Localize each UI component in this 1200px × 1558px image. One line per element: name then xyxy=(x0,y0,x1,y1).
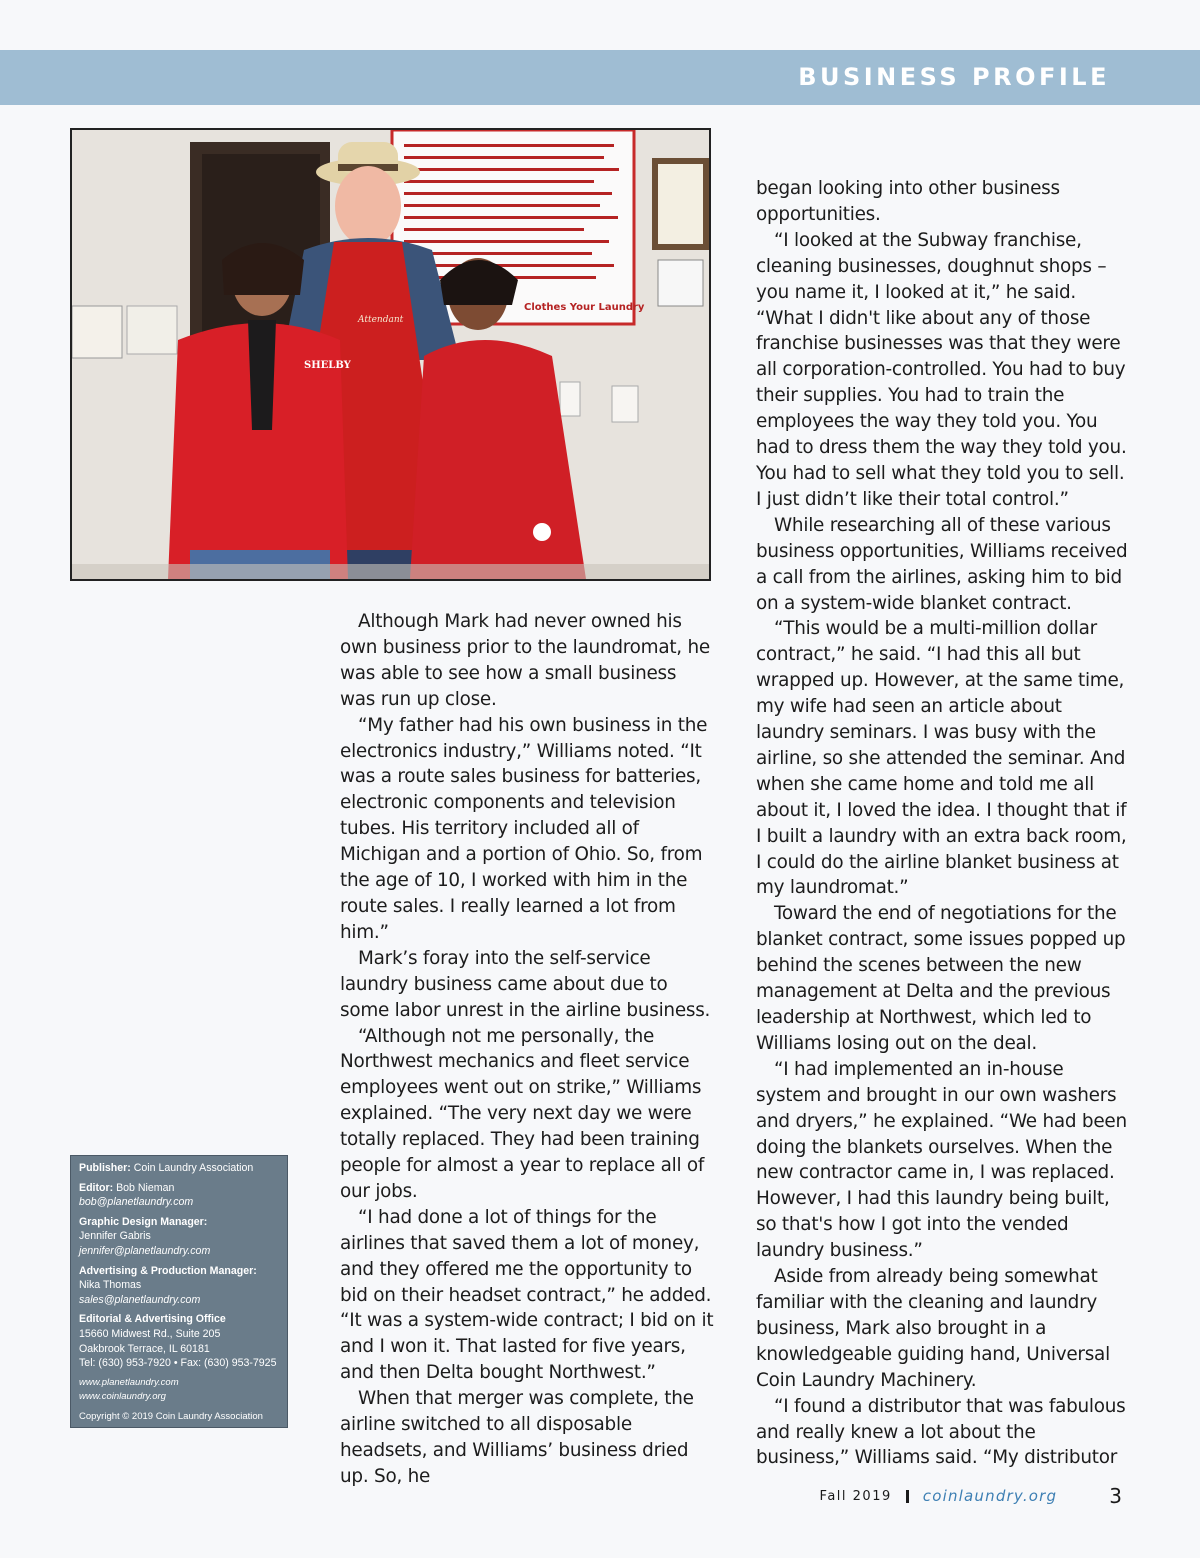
editor-label: Editor: xyxy=(79,1181,114,1194)
paragraph: Toward the end of negotiations for the blanket contract, some issues popped up behind the scenes between the new management at Delta and the previous leadership at Northwest, which led to Williams losing out on the deal. xyxy=(756,903,1126,1054)
paragraph: “I looked at the Subway franchise, cleaning businesses, doughnut shops – you name it, I looked at it,” he said. “What I didn't like about any of those franchise businesses was that they were all corporation-controlled. You had to buy their supplies. You had to train the employees the way they told you. You had to dress them the way they told you. You had to sell what they told you to sell. I just didn’t like their total control.” xyxy=(756,229,1127,510)
paragraph: “This would be a multi-million dollar contract,” he said. “I had this all but wrapped up. However, at the same time, my wife had seen an article about laundry seminars. I was busy with the airline, so she attended the seminar. And when she came home and told me all about it, I loved the idea. I thought that if I built a laundry with an extra back room, I could do the airline blanket business at my laundromat.” xyxy=(756,618,1127,899)
paragraph: Aside from already being somewhat familiar with the cleaning and laundry business, Mark also brought in a knowledgeable guiding hand, Universal Coin Laundry Machinery. xyxy=(756,1266,1110,1391)
ad-email[interactable]: sales@planetlaundry.com xyxy=(79,1293,201,1306)
website-link-2[interactable]: www.coinlaundry.org xyxy=(79,1391,166,1403)
paragraph: “Although not me personally, the Northwest mechanics and fleet service employees went out on strike,” Williams explained. “The very next day we were totally replaced. They had been training people for almost a year to replace all of our jobs. xyxy=(340,1025,705,1202)
publisher-name: Coin Laundry Association xyxy=(133,1162,254,1174)
footer-divider xyxy=(906,1490,909,1503)
paragraph: While researching all of these various business opportunities, Williams received a call from the airlines, asking him to bid on a system-wide blanket contract. xyxy=(756,514,1128,614)
office-label: Editorial & Advertising Office xyxy=(79,1313,226,1326)
design-label: Graphic Design Manager: xyxy=(79,1215,208,1228)
editor-email[interactable]: bob@planetlaundry.com xyxy=(79,1196,194,1209)
design-name: Jennifer Gabris xyxy=(79,1230,151,1243)
paragraph: “I had implemented an in-house system and brought in our own washers and dryers,” he explained. “We had been doing the blankets ourselves. When the new contractor came in, I was replaced. However, I had this laundry being built, so that's how I got into the vended laundry business.” xyxy=(756,1058,1127,1262)
hoodie-name: SHELBY xyxy=(304,360,351,371)
publisher-label: Publisher: xyxy=(79,1162,131,1174)
phone-fax: Tel: (630) 953-7920 • Fax: (630) 953-7925 xyxy=(79,1357,277,1370)
paragraph: “My father had his own business in the electronics industry,” Williams noted. “It was a route sales business for batteries, electronic components and television tubes. His territory included all of Michigan and a portion of Ohio. So, from the age of 10, I worked with him in the route sales. I really learned a lot from him.” xyxy=(340,714,708,943)
design-email[interactable]: jennifer@planetlaundry.com xyxy=(79,1244,211,1257)
section-header-band xyxy=(0,50,1200,105)
ad-label: Advertising & Production Manager: xyxy=(79,1264,257,1277)
page-number: 3 xyxy=(1109,1484,1122,1508)
masthead-box xyxy=(70,1155,288,1428)
sign-title: Clothes Your Laundry xyxy=(524,302,645,313)
paragraph: began looking into other business opportunities. xyxy=(756,178,1060,225)
paragraph: “I found a distributor that was fabulous and really knew a lot about the business,” Williams said. “My distributor xyxy=(756,1395,1126,1469)
address-line-2: Oakbrook Terrace, IL 60181 xyxy=(79,1342,210,1355)
page-footer xyxy=(820,1482,1122,1510)
paragraph: When that merger was complete, the airline switched to all disposable headsets, and Williams’ business dried up. So, he xyxy=(340,1388,694,1487)
ad-name: Nika Thomas xyxy=(79,1279,142,1292)
site-link[interactable]: coinlaundry.org xyxy=(922,1487,1058,1505)
article-photo xyxy=(70,128,711,581)
article-column-1 xyxy=(340,609,715,1490)
article-column-2 xyxy=(756,176,1131,1471)
issue-label: Fall 2019 xyxy=(819,1488,892,1504)
apron-text: Attendant xyxy=(358,315,404,325)
editor-name: Bob Nieman xyxy=(116,1181,175,1194)
paragraph: “I had done a lot of things for the airlines that saved them a lot of money, and they offered me the opportunity to bid on their headset contract,” he added. “It was a system-wide contract; I bid on it and I won it. That lasted for five years, and then Delta bought Northwest.” xyxy=(340,1206,714,1384)
paragraph: Mark’s foray into the self-service laundry business came about due to some labor unrest in the airline business. xyxy=(340,947,711,1021)
paragraph: Although Mark had never owned his own business prior to the laundromat, he was able to see how a small business was run up close. xyxy=(340,611,710,710)
copyright: Copyright © 2019 Coin Laundry Association xyxy=(79,1410,263,1422)
address-line-1: 15660 Midwest Rd., Suite 205 xyxy=(79,1327,221,1340)
photo-illustration xyxy=(72,130,709,579)
website-link-1[interactable]: www.planetlaundry.com xyxy=(79,1376,179,1388)
section-label: BUSINESS PROFILE xyxy=(798,63,1110,91)
